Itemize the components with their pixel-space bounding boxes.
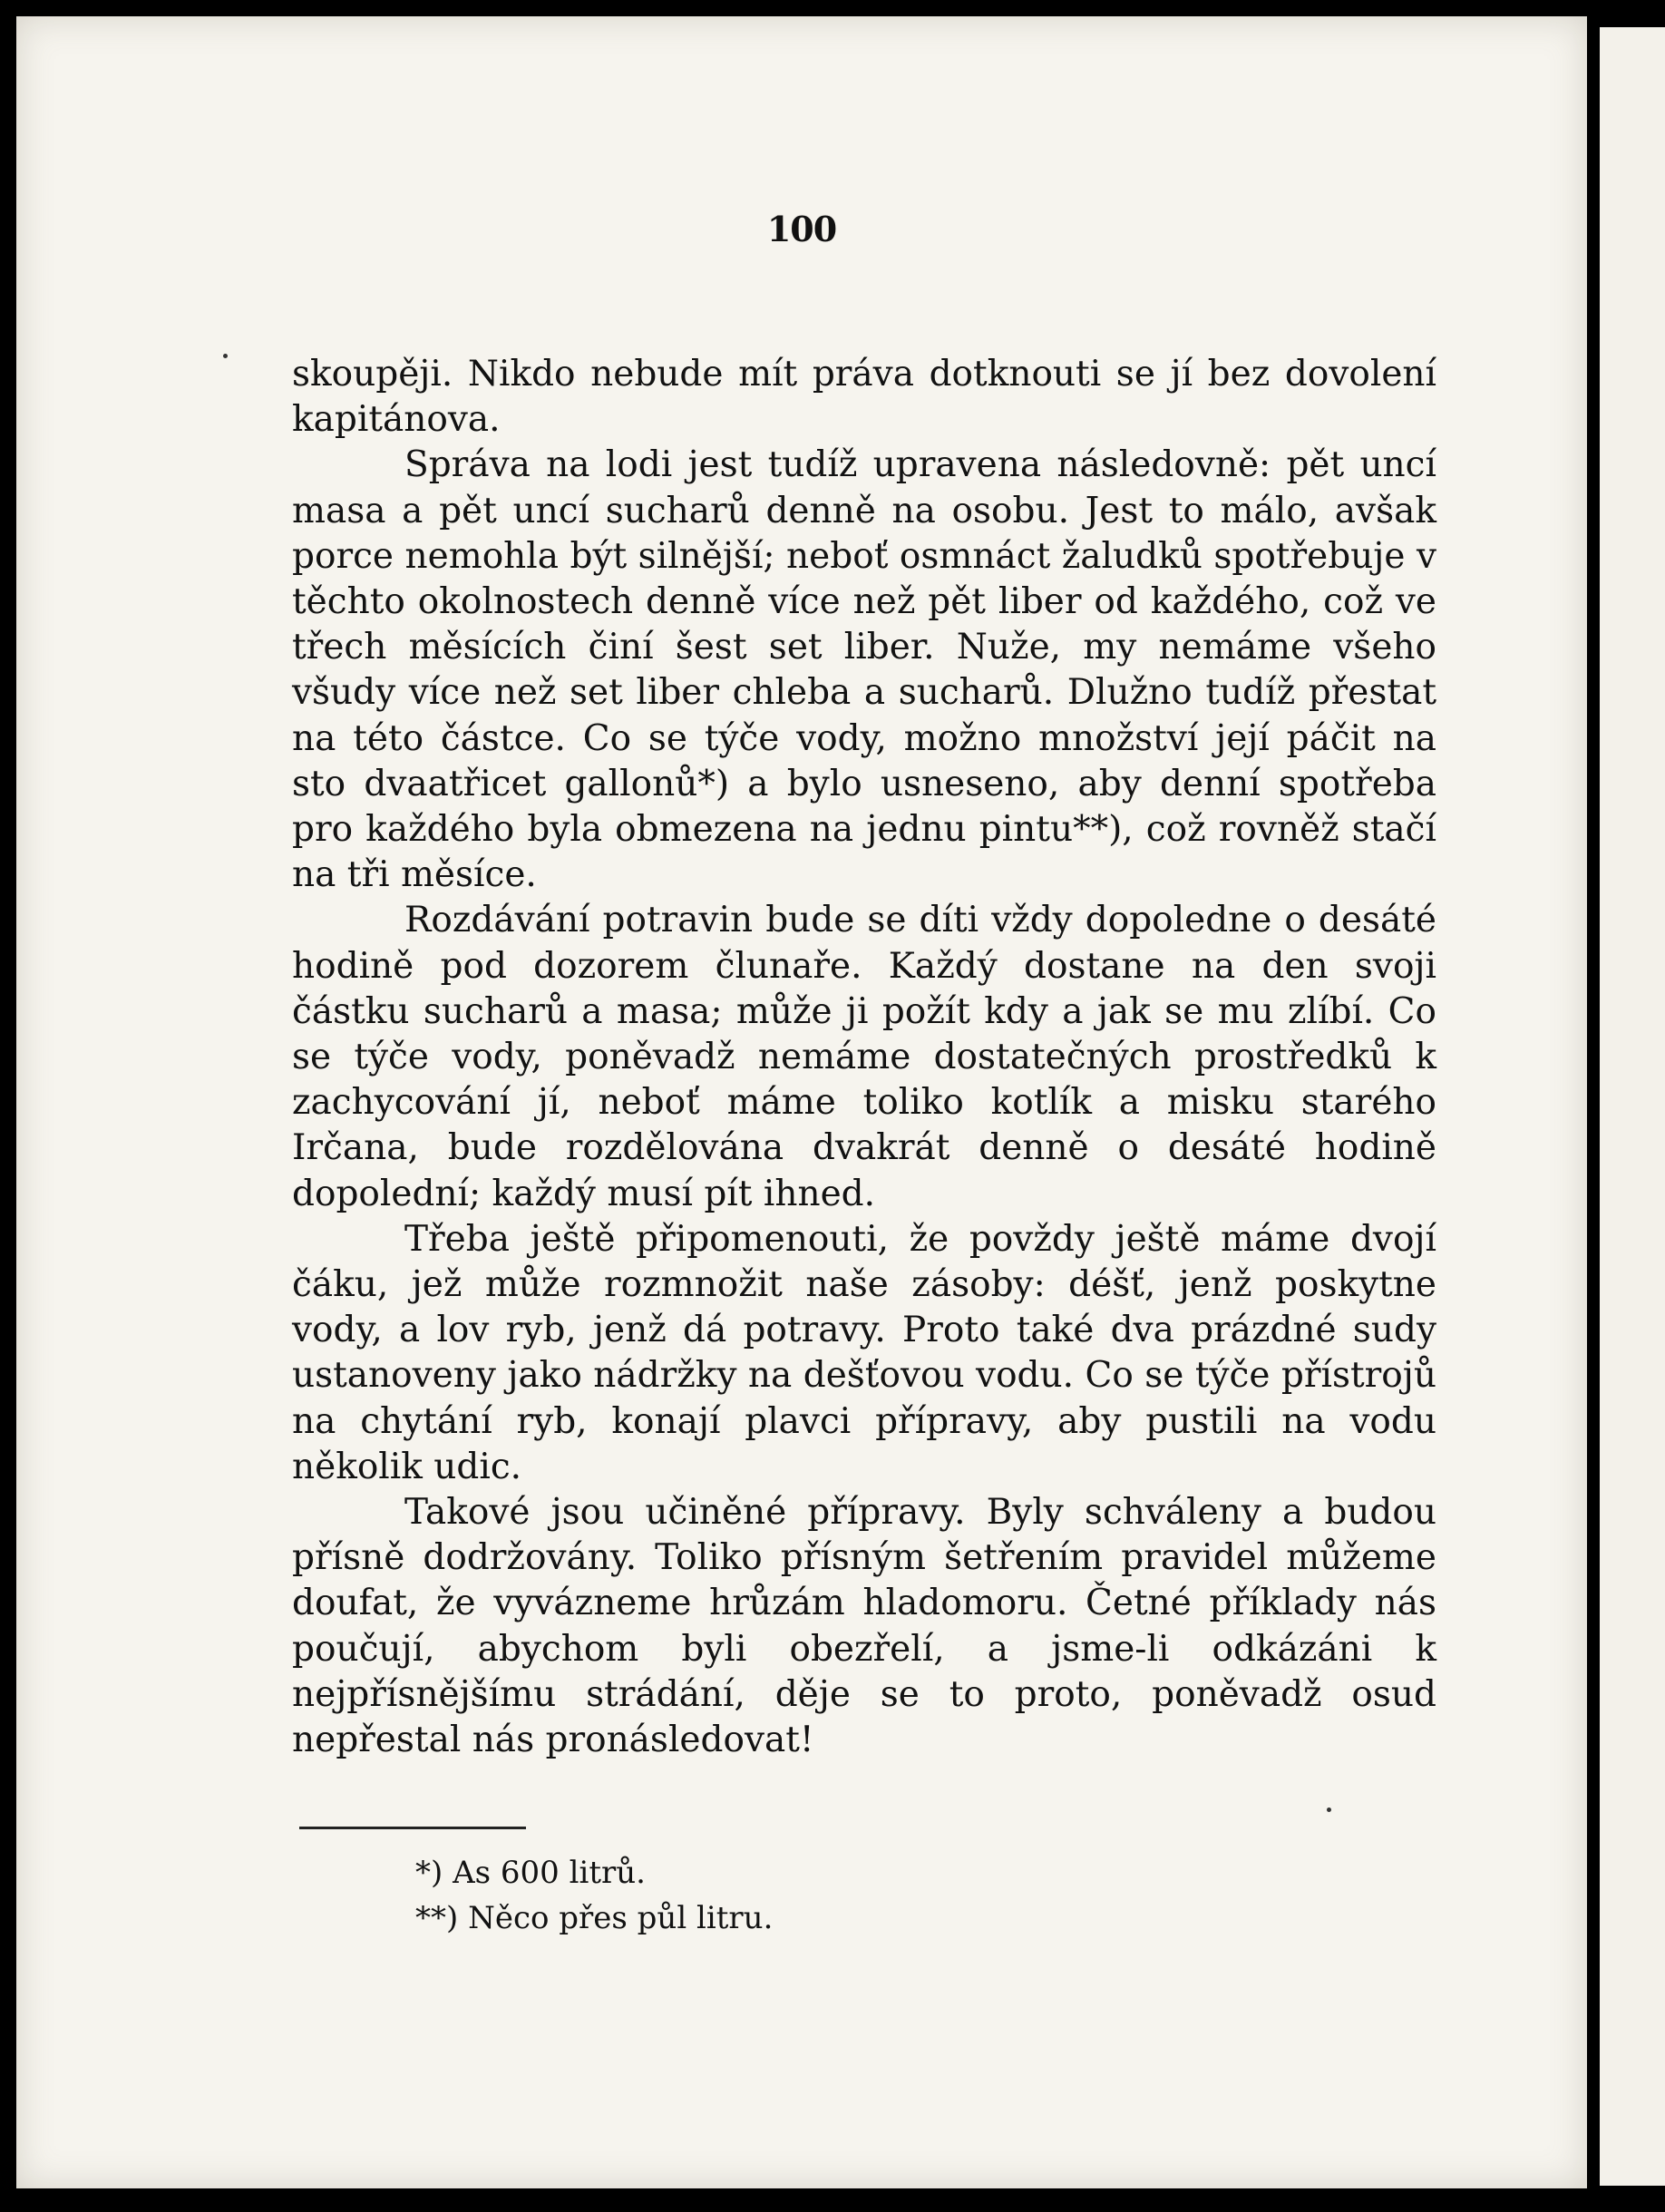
paragraph: Správa na lodi jest tudíž upravena následovně: pět uncí masa a pět uncí sucharů denně na osobu. Jest to málo, avšak porce nemohla být silnější; neboť osmnáct žaludků spotřebuje v těchto okolnostech denně více než pět liber od každého, což ve třech měsících činí šest set liber. Nuže, my nemáme všeho všudy více než set liber chleba a sucharů. Dlužno tudíž přestat na této částce. Co se týče vody, možno množství její páčit na sto dvaatřicet gallonů*) a bylo usneseno, aby denní spotřeba pro každého byla obmezena na jednu pintu**), což rovněž stačí na tři měsíce. <box>292 444 1436 896</box>
footnotes <box>415 1850 1232 1941</box>
footnote: *) As 600 litrů. <box>415 1855 646 1891</box>
paragraph: Takové jsou učiněné přípravy. Byly schváleny a budou přísně dodržovány. Toliko přísným šetřením pravidel můžeme doufat, že vyvázneme hrůzám hladomoru. Četné příklady nás poučují, abychom byli obezřelí, a jsme-li odkázáni k nejpřísnějšímu strádání, děje se to proto, poněvadž osud nepřestal nás pronásledovat! <box>292 1492 1436 1761</box>
body-text <box>292 352 1436 1763</box>
adjacent-page-edge <box>1600 27 1665 2186</box>
ink-speck <box>223 354 228 358</box>
paragraph: Třeba ještě připomenouti, že povždy ještě máme dvojí čáku, jež může rozmnožit naše zásoby: déšť, jenž poskytne vody, a lov ryb, jenž dá potravy. Proto také dva prázdné sudy ustanoveny jako nádržky na dešťovou vodu. Co se týče přístrojů na chytání ryb, konají plavci přípravy, aby pustili na vodu několik udic. <box>292 1218 1436 1487</box>
footnote-rule <box>299 1827 526 1829</box>
paragraph: skoupěji. Nikdo nebude mít práva dotknouti se jí bez dovolení kapitánova. <box>292 354 1436 441</box>
ink-speck <box>1327 1808 1331 1812</box>
footnote: **) Něco přes půl litru. <box>415 1900 774 1936</box>
paper-sheet <box>16 16 1587 2188</box>
paragraph: Rozdávání potravin bude se díti vždy dopoledne o desáté hodině pod dozorem člunaře. Každý dostane na den svoji částku sucharů a masa; může ji požít kdy a jak se mu zlíbí. Co se týče vody, poněvadž nemáme dostatečných prostředků k zachycování jí, neboť máme toliko kotlík a misku starého Irčana, bude rozdělována dvakrát denně o desáté hodině dopolední; každý musí pít ihned. <box>292 900 1436 1214</box>
page-number: 100 <box>766 209 837 249</box>
